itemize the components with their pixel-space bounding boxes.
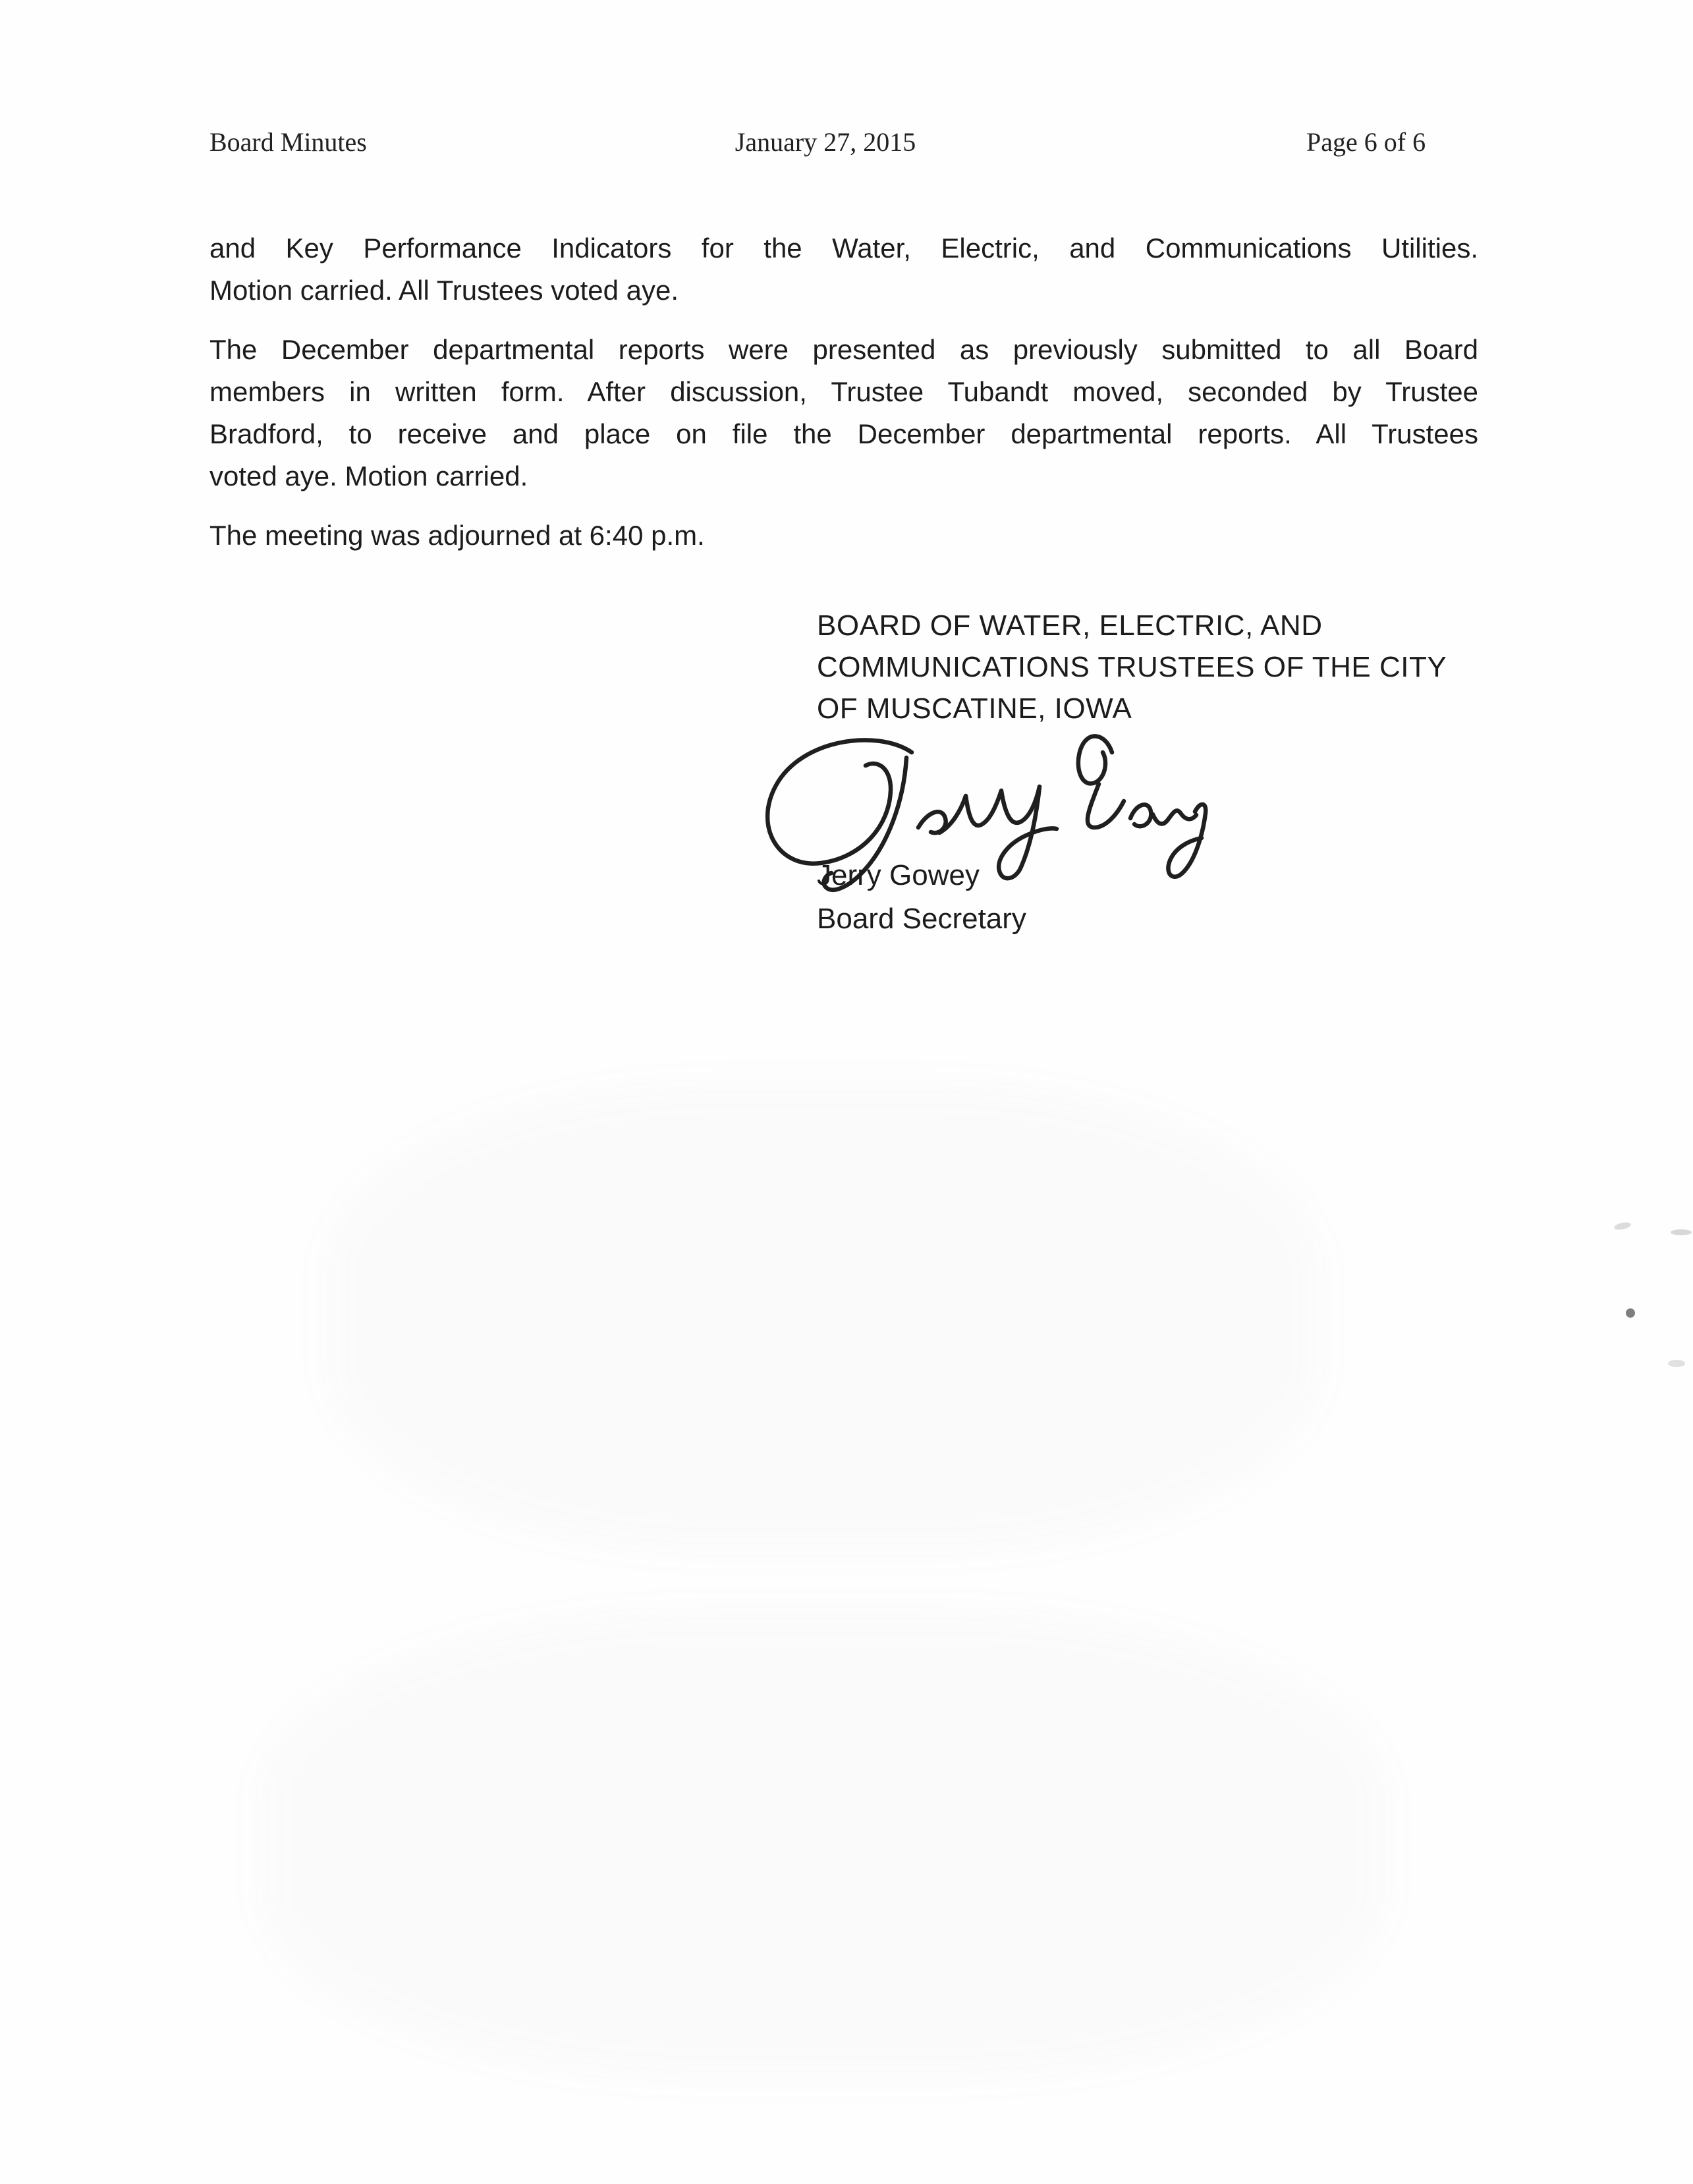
signer-title: Board Secretary bbox=[817, 903, 1026, 935]
paragraph-line: Motion carried. All Trustees voted aye. bbox=[209, 275, 679, 306]
scan-smudge bbox=[264, 1614, 1383, 2075]
paragraph-kpi-motion bbox=[209, 227, 1478, 312]
scan-speck bbox=[1671, 1229, 1692, 1235]
paragraph-line: and Key Performance Indicators for the Water, Electric, and Communications Utilities. bbox=[209, 233, 1478, 264]
paragraph-line: The meeting was adjourned at 6:40 p.m. bbox=[209, 520, 705, 551]
header-doc-title: Board Minutes bbox=[209, 127, 367, 157]
paragraph-adjournment bbox=[209, 515, 1478, 557]
scan-smudge bbox=[329, 1087, 1318, 1548]
scan-speck bbox=[1668, 1360, 1685, 1367]
scan-speck bbox=[1613, 1221, 1632, 1231]
closing-org-line: BOARD OF WATER, ELECTRIC, AND bbox=[817, 609, 1323, 642]
minutes-body bbox=[209, 227, 1478, 574]
paragraph-line: members in written form. After discussion, Trustee Tubandt moved, seconded by Trustee bbox=[209, 376, 1478, 407]
scan-speck bbox=[1626, 1308, 1635, 1318]
signer-name: Jerry Gowey bbox=[817, 859, 980, 891]
paragraph-line: voted aye. Motion carried. bbox=[209, 461, 528, 491]
paragraph-line: The December departmental reports were presented as previously submitted to all Board bbox=[209, 334, 1478, 365]
closing-org-line: COMMUNICATIONS TRUSTEES OF THE CITY bbox=[817, 651, 1447, 683]
closing-organization-block bbox=[817, 605, 1541, 729]
header-date: January 27, 2015 bbox=[735, 127, 916, 157]
paragraph-december-reports bbox=[209, 329, 1478, 497]
signature-block bbox=[817, 854, 1026, 941]
paragraph-line: Bradford, to receive and place on file the December departmental reports. All Trustees bbox=[209, 418, 1478, 449]
header-page-number: Page 6 of 6 bbox=[1306, 127, 1426, 157]
closing-org-line: OF MUSCATINE, IOWA bbox=[817, 692, 1132, 725]
